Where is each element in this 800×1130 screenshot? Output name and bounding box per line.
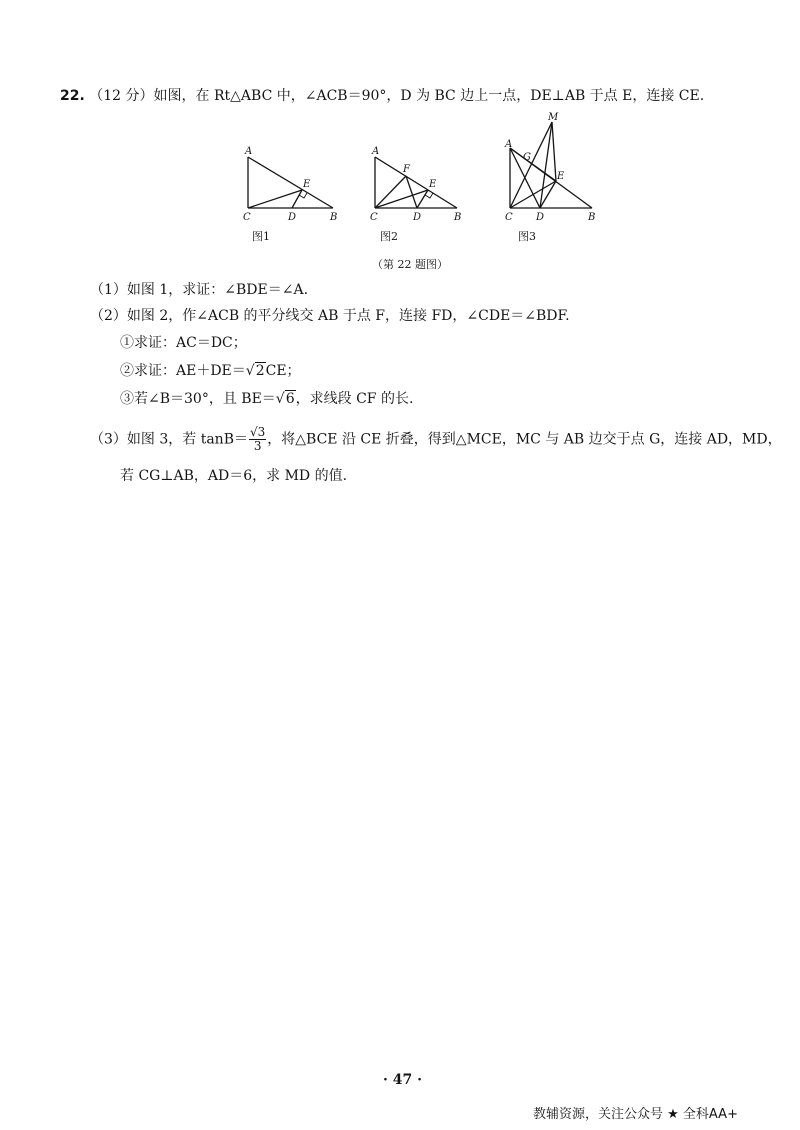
- figures-panel: [230, 110, 610, 250]
- part-2-sub-2-pre: ②求证：AE＋DE＝: [120, 363, 246, 379]
- question-header: [60, 86, 704, 106]
- radicand-6: 6: [285, 391, 295, 407]
- question-intro: （12 分）如图，在 Rt△ABC 中，∠ACB＝90°，D 为 BC 边上一点，DE⊥AB 于点 E，连接 CE.: [89, 88, 705, 104]
- fig3-label-a: A: [505, 139, 513, 150]
- fig3-label-e: E: [557, 171, 565, 182]
- page-number: · 47 ·: [383, 1072, 422, 1088]
- fig3-label-g: G: [523, 152, 531, 163]
- radicand-2: 2: [255, 363, 265, 379]
- fig1-label-b: B: [330, 212, 338, 223]
- fraction-numerator: √3: [250, 425, 266, 439]
- fig1-label-d: D: [288, 212, 297, 223]
- part-2-sub-2: [120, 361, 301, 381]
- fig3-caption: 图3: [518, 230, 536, 243]
- fig3-label-c: C: [505, 212, 513, 223]
- fig2-label-c: C: [370, 212, 378, 223]
- fig3-label-d: D: [536, 212, 545, 223]
- part-3-line-2: 若 CG⊥AB，AD＝6，求 MD 的值.: [120, 468, 348, 484]
- fig2-label-f: F: [403, 164, 410, 175]
- part-2: （2）如图 2，作∠ACB 的平分线交 AB 于点 F，连接 FD，∠CDE＝∠BDF.: [90, 308, 570, 324]
- fig2-label-a: A: [372, 146, 380, 157]
- fig2-label-d: D: [413, 212, 422, 223]
- sqrt-2: [246, 361, 266, 381]
- fig1-label-c: C: [243, 212, 251, 223]
- figure-1: [248, 157, 333, 208]
- part-2-sub-1: ①求证：AC＝DC；: [120, 335, 247, 351]
- fig1-label-a: A: [245, 146, 253, 157]
- fig3-label-b: B: [588, 212, 596, 223]
- question-number: 22.: [60, 88, 85, 104]
- radical-sign: √: [245, 363, 255, 379]
- fig3-label-m: M: [548, 112, 559, 123]
- figure-title: （第 22 题图）: [372, 258, 448, 271]
- part-1: （1）如图 1，求证：∠BDE＝∠A.: [90, 282, 309, 298]
- radical-sign: √: [275, 391, 285, 407]
- sqrt-6: [276, 389, 296, 409]
- fig1-caption: 图1: [252, 230, 270, 243]
- part-3-post: ，将△BCE 沿 CE 折叠，得到△MCE，MC 与 AB 边交于点 G，连接 AD，MD，: [267, 431, 782, 448]
- part-3-pre: （3）如图 3，若 tanB＝: [90, 431, 248, 448]
- tan-fraction: [249, 426, 266, 453]
- fig2-label-b: B: [454, 212, 462, 223]
- figure-3: [510, 122, 592, 208]
- part-2-sub-2-post: CE；: [265, 363, 301, 379]
- part-2-sub-3-post: ，求线段 CF 的长.: [295, 391, 414, 407]
- part-2-sub-3-pre: ③若∠B＝30°，且 BE＝: [120, 391, 276, 407]
- watermark-footer: 教辅资源，关注公众号 ★ 全科AA+: [533, 1107, 738, 1122]
- part-3: [90, 426, 782, 453]
- fig2-caption: 图2: [380, 230, 398, 243]
- fraction-denominator: 3: [253, 439, 262, 453]
- figure-2: [375, 157, 457, 208]
- part-2-sub-3: [120, 389, 413, 409]
- fig2-label-e: E: [429, 179, 437, 190]
- fig1-label-e: E: [303, 179, 311, 190]
